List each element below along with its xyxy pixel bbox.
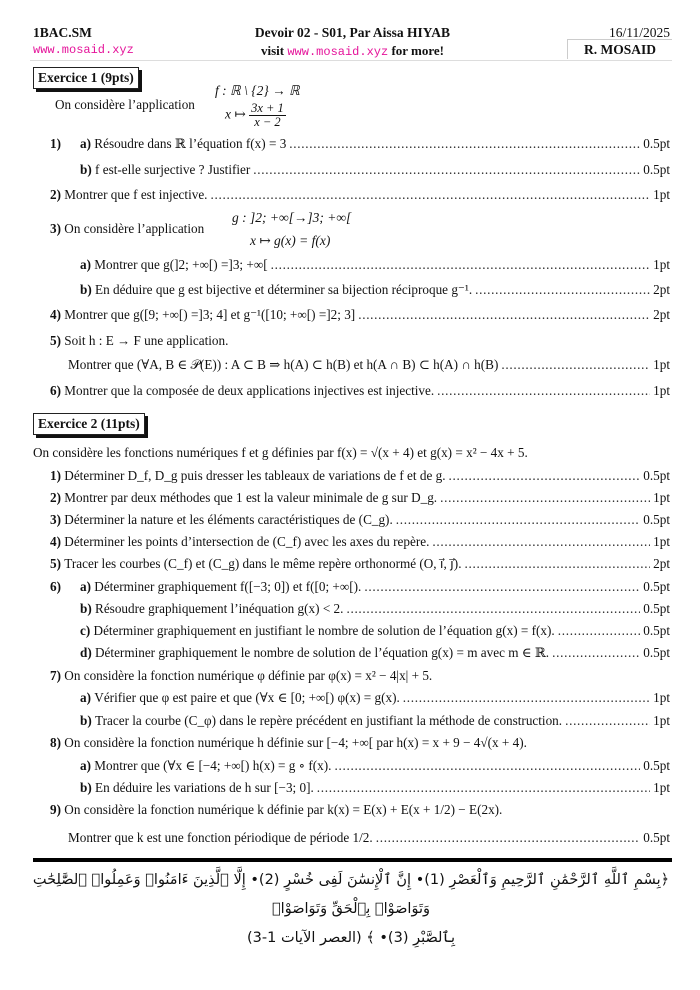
page-header — [33, 22, 672, 60]
ex1-q4: 4) Montrer que g([9; +∞[) =]3; 4] et g⁻¹([10; +∞[) =]2; 3] . . . 2pt — [50, 307, 670, 323]
ex2-q9-intro: 9) On considère la fonction numérique k définie par k(x) = E(x) + E(x + 1/2) − E(2x). — [50, 802, 503, 817]
leader-dots — [475, 282, 650, 298]
points: 0.5pt — [643, 601, 670, 616]
ex2-q3: 3) Déterminer la nature et les éléments caractéristiques de (C_g). . . . 0.5pt — [50, 512, 670, 528]
ex2-q6c: c) Déterminer graphiquement en justifiant le nombre de solution de l’équation g(x) = f(x). . . . 0.5pt — [80, 623, 670, 639]
visit-suffix: for more! — [388, 43, 445, 58]
leader-dots — [271, 257, 651, 273]
ex2-q4: 4) Déterminer les points d’intersection de (C_f) avec les axes du repère. . . . 1pt — [50, 534, 670, 550]
points: 0.5pt — [643, 830, 670, 845]
ex2-q1: 1) Déterminer D_f, D_g puis dresser les tableaux de variations de f et de g. . . . 0.5pt — [50, 468, 670, 484]
ex2-q8a: a) Montrer que (∀x ∈ [−4; +∞[) h(x) = g ∘ f(x). . . . 0.5pt — [80, 758, 670, 774]
leader-dots — [376, 830, 641, 846]
leader-dots — [440, 490, 650, 506]
ex2-intro: On considère les fonctions numériques f et g définies par f(x) = √(x + 4) et g(x) = x² − 4x + 5. — [33, 445, 528, 460]
leader-dots — [253, 162, 640, 178]
points: 2pt — [653, 556, 670, 571]
ex1-intro: On considère l’application — [55, 97, 195, 112]
points: 2pt — [653, 282, 670, 297]
points: 0.5pt — [643, 468, 670, 483]
points: 1pt — [653, 357, 670, 372]
ex1-q3-map2: x ↦ g(x) = f(x) — [250, 233, 331, 248]
ex2-q5: 5) Tracer les courbes (C_f) et (C_g) dans le même repère orthonormé (O, i⃗, j⃗). . . . 2pt — [50, 556, 670, 572]
ex1-q6: 6) Montrer que la composée de deux applications injectives est injective. . . . 1pt — [50, 383, 670, 399]
points: 0.5pt — [643, 136, 670, 151]
leader-dots — [396, 512, 641, 528]
exercise-1-title: Exercice 1 (9pts) — [33, 67, 139, 89]
ex1-q3a: a) Montrer que g(]2; +∞[) =]3; +∞[ . . . 1pt — [80, 257, 670, 273]
ex1-q2: 2) Montrer que f est injective. . . . 1pt — [50, 187, 670, 203]
points: 1pt — [653, 780, 670, 795]
points: 1pt — [653, 713, 670, 728]
quran-line-1: ﴿بِسْمِ ٱللَّهِ ٱلرَّحْمَٰنِ ٱلرَّحِيمِ وَٱلْعَصْرِ (1)• إِنَّ ٱلْإِنسَٰنَ لَفِى خُسْرٍ (2)• إِلَّا ٱلَّذِينَ ءَامَنُوا۟ وَعَمِلُوا۟ ٱلصَّٰلِحَٰتِ وَتَوَاصَوْا۟ بِٱلْحَقِّ وَتَوَاصَوْا۟ — [32, 872, 670, 917]
ex1-map-line1: f : ℝ \ {2} → ℝ — [215, 83, 300, 98]
ex2-q6-number: 6) — [50, 579, 61, 594]
visit-prefix: visit — [260, 43, 288, 58]
ex1-map-line2 — [225, 102, 286, 129]
points: 0.5pt — [643, 758, 670, 773]
leader-dots — [465, 556, 651, 572]
leader-dots — [364, 579, 640, 595]
points: 1pt — [653, 490, 670, 505]
leader-dots — [317, 780, 650, 796]
leader-dots — [565, 713, 650, 729]
points: 0.5pt — [643, 512, 670, 527]
ex1-q3-intro: 3) On considère l’application — [50, 221, 205, 236]
points: 1pt — [653, 257, 670, 272]
points: 0.5pt — [643, 162, 670, 177]
points: 0.5pt — [643, 623, 670, 638]
ex2-q7b: b) Tracer la courbe (C_φ) dans le repère précédent en justifiant la méthode de construction. . . . 1pt — [80, 713, 670, 729]
exam-title: Devoir 02 - S01, Par Aissa HIYAB — [254, 25, 451, 40]
ex2-q8b: b) En déduire les variations de h sur [−3; 0]. . . . 1pt — [80, 780, 670, 796]
leader-dots — [449, 468, 641, 484]
exercise-2-title: Exercice 2 (11pts) — [33, 413, 145, 435]
quran-verse — [30, 866, 672, 953]
header-divider — [30, 60, 672, 61]
points: 1pt — [653, 690, 670, 705]
leader-dots — [558, 623, 641, 639]
points: 0.5pt — [643, 645, 670, 660]
ex2-q8-intro: 8) On considère la fonction numérique h définie sur [−4; +∞[ par h(x) = x + 9 − 4√(x + 4). — [50, 735, 527, 750]
ex1-q1-number: 1) — [50, 136, 61, 151]
map-arrow: x ↦ — [225, 106, 246, 122]
ex2-q7a: a) Vérifier que φ est paire et que (∀x ∈ [0; +∞[) φ(x) = g(x). . . . 1pt — [80, 690, 670, 706]
ex1-q3-map1: g : ]2; +∞[→]3; +∞[ — [232, 210, 352, 225]
ex2-q9: Montrer que k est une fonction périodique de période 1/2. . . . 0.5pt — [68, 830, 670, 846]
ex1-q3b: b) En déduire que g est bijective et déterminer sa bijection réciproque g⁻¹. . . . 2pt — [80, 282, 670, 298]
ex2-q6a: a) Déterminer graphiquement f([−3; 0]) et f([0; +∞[). . . . 0.5pt — [80, 579, 670, 595]
ex1-q5: Montrer que (∀A, B ∈ 𝒫(E)) : A ⊂ B ⇒ h(A) ⊂ h(B) et h(A ∩ B) ⊂ h(A) ∩ h(B) . . . 1pt — [68, 357, 670, 373]
leader-dots — [289, 136, 640, 152]
footer-rule — [33, 858, 672, 862]
leader-dots — [552, 645, 640, 661]
leader-dots — [501, 357, 650, 373]
leader-dots — [358, 307, 650, 323]
leader-dots — [432, 534, 650, 550]
exam-date: 16/11/2025 — [608, 25, 670, 40]
points: 2pt — [653, 307, 670, 322]
ex1-q1a: a) Résoudre dans ℝ l’équation f(x) = 3 . . . 0.5pt — [80, 136, 670, 152]
ex2-q7-intro: 7) On considère la fonction numérique φ définie par φ(x) = x² − 4|x| + 5. — [50, 668, 433, 683]
visit-link[interactable]: www.mosaid.xyz — [287, 45, 389, 59]
leader-dots — [334, 758, 640, 774]
leader-dots — [403, 690, 650, 706]
site-link-left[interactable]: www.mosaid.xyz — [33, 43, 134, 57]
ex2-q6b: b) Résoudre graphiquement l’inéquation g(x) < 2. . . . 0.5pt — [80, 601, 670, 617]
points: 0.5pt — [643, 579, 670, 594]
leader-dots — [210, 187, 650, 203]
ex1-q5-intro: 5) Soit h : E → F une application. — [50, 333, 229, 348]
points: 1pt — [653, 187, 670, 202]
leader-dots — [346, 601, 640, 617]
author-box: R. MOSAID — [567, 39, 672, 59]
ex1-q1b: b) f est-elle surjective ? Justifier . . . 0.5pt — [80, 162, 670, 178]
ex2-q6d: d) Déterminer graphiquement le nombre de solution de l’équation g(x) = m avec m ∈ ℝ. . . . 0.5pt — [80, 645, 670, 661]
points: 1pt — [653, 534, 670, 549]
quran-line-2: بِٱلصَّبْرِ (3)• ﴾ (العصر الآيات 1-3) — [247, 930, 455, 946]
points: 1pt — [653, 383, 670, 398]
class-label: 1BAC.SM — [33, 25, 92, 40]
ex2-q2: 2) Montrer par deux méthodes que 1 est la valeur minimale de g sur D_g. . . . 1pt — [50, 490, 670, 506]
fraction: $\frac{3x + 1}{x - 2}$ — [251, 101, 284, 129]
leader-dots — [437, 383, 650, 399]
